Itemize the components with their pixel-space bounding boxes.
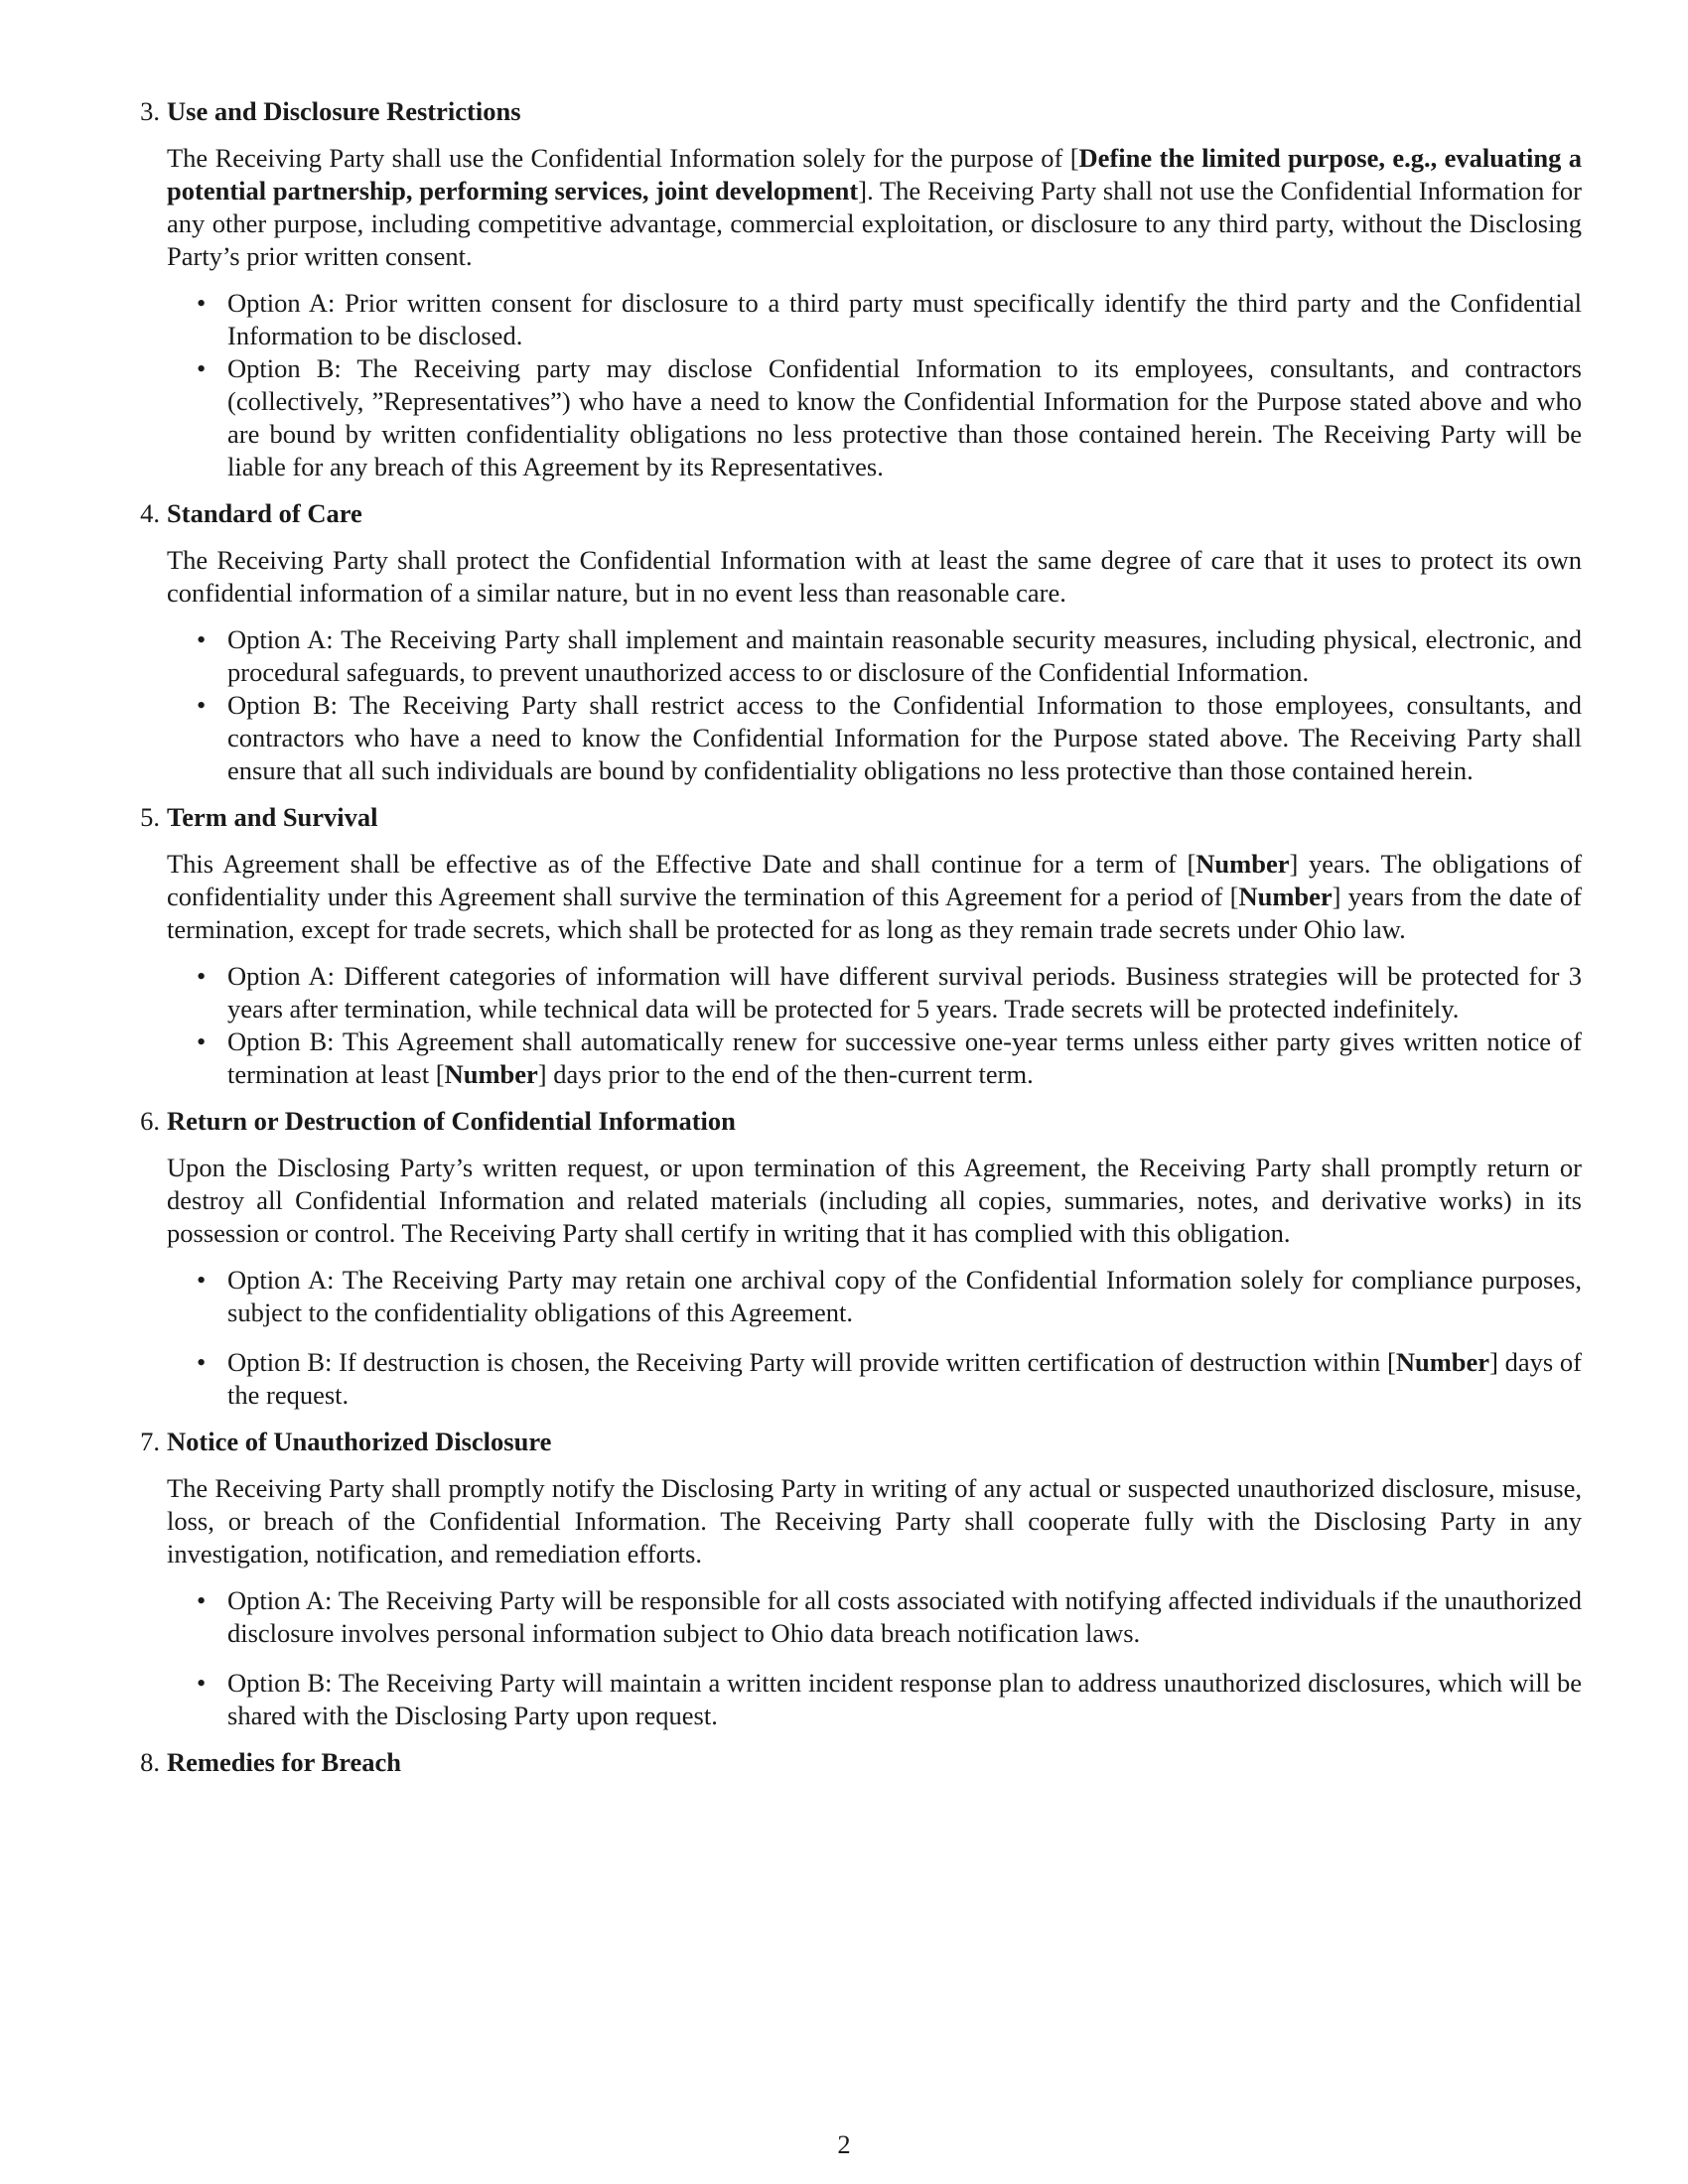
page-number: 2 <box>837 2129 851 2159</box>
option-item: • Option A: Prior written consent for disclosure to a third party must specifically identify the third party and the Confidential Information to be disclosed. <box>197 288 1582 350</box>
option-item: • Option B: The Receiving party may disclose Confidential Information to its employees, consultants, and contractors (collectively, ”Representatives”) who have a need to know the Confidential Information for the Purpose stated above and who are bound by written confidentiality obligations no less protective than those contained herein. The Receiving Party will be liable for any breach of this Agreement by its Representatives. <box>197 353 1582 481</box>
section-heading <box>140 95 1582 128</box>
section-number: 7. <box>140 1427 160 1456</box>
option-item: • Option B: The Receiving Party shall restrict access to the Confidential Information to those employees, consultants, and contractors who have a need to know the Confidential Information for the Purpose stated above. The Receiving Party shall ensure that all such individuals are bound by confidentiality obligations no less protective than those contained herein. <box>197 690 1582 785</box>
section-paragraph: Upon the Disclosing Party’s written request, or upon termination of this Agreement, the Receiving Party shall promptly return or destroy all Confidential Information and related materials (including all copies, summaries, notes, and derivative works) in its possession or control. The Receiving Party shall certify in writing that it has complied with this obligation. <box>167 1153 1582 1248</box>
section-paragraph: This Agreement shall be effective as of the Effective Date and shall continue for a term of [Number] years. The obligations of confidentiality under this Agreement shall survive the termination of this Agreement for a period of [Number] years from the date of termination, except for trade secrets, which shall be protected for as long as they remain trade secrets under Ohio law. <box>167 849 1582 944</box>
option-item: • Option A: Different categories of information will have different survival periods. Business strategies will be protected for 3 years after termination, while technical data will be protected for 5 years. Trade secrets will be protected indefinitely. <box>197 961 1582 1024</box>
section-title: Term and Survival <box>167 802 378 832</box>
bullet-icon: • <box>197 1585 207 1615</box>
section-8 <box>140 1746 1582 1779</box>
section-title: Use and Disclosure Restrictions <box>167 96 521 126</box>
section-title: Remedies for Breach <box>167 1747 401 1777</box>
section-7 <box>140 1426 1582 1732</box>
section-number: 5. <box>140 802 160 832</box>
option-item: • Option A: The Receiving Party may retain one archival copy of the Confidential Information solely for compliance purposes, subject to the confidentiality obligations of this Agreement. <box>197 1265 1582 1327</box>
bullet-icon: • <box>197 1347 207 1377</box>
section-5 <box>140 801 1582 1091</box>
bullet-icon: • <box>197 1265 207 1295</box>
section-number: 8. <box>140 1747 160 1777</box>
option-item: • Option A: The Receiving Party shall implement and maintain reasonable security measures, including physical, electronic, and procedural safeguards, to prevent unauthorized access to or disclosure of the Confidential Information. <box>197 624 1582 687</box>
placeholder-number: Number <box>1395 1347 1490 1377</box>
section-6 <box>140 1105 1582 1412</box>
options-list <box>167 1584 1582 1732</box>
placeholder-purpose: Define the limited purpose, e.g., evaluating a potential partnership, performing services, joint development <box>167 143 1583 205</box>
bullet-icon: • <box>197 288 207 318</box>
section-title: Standard of Care <box>167 498 362 528</box>
section-number: 6. <box>140 1106 160 1136</box>
section-3 <box>140 95 1583 483</box>
section-heading <box>140 801 1582 834</box>
options-list <box>167 287 1582 483</box>
bullet-icon: • <box>197 690 207 720</box>
placeholder-number: Number <box>1238 882 1333 911</box>
section-heading <box>140 1105 1582 1138</box>
options-list <box>167 1264 1582 1412</box>
bullet-icon: • <box>197 1026 207 1056</box>
section-paragraph: The Receiving Party shall use the Confidential Information solely for the purpose of [Define the limited purpose, e.g., evaluating a potential partnership, performing services, joint development]. The Receiving Party shall not use the Confidential Information for any other purpose, including competitive advantage, commercial exploitation, or disclosure to any third party, without the Disclosing Party’s prior written consent. <box>167 143 1583 271</box>
section-number: 3. <box>140 96 160 126</box>
options-list <box>167 960 1582 1091</box>
option-item: • Option B: The Receiving Party will maintain a written incident response plan to address unauthorized disclosures, which will be shared with the Disclosing Party upon request. <box>197 1668 1582 1730</box>
option-item: • Option A: The Receiving Party will be responsible for all costs associated with notifying affected individuals if the unauthorized disclosure involves personal information subject to Ohio data breach notification laws. <box>197 1585 1582 1648</box>
section-heading <box>140 497 1582 530</box>
placeholder-number: Number <box>444 1059 538 1089</box>
section-number: 4. <box>140 498 160 528</box>
section-paragraph: The Receiving Party shall promptly notify the Disclosing Party in writing of any actual or suspected unauthorized disclosure, misuse, loss, or breach of the Confidential Information. The Receiving Party shall cooperate fully with the Disclosing Party in any investigation, notification, and remediation efforts. <box>167 1473 1582 1569</box>
bullet-icon: • <box>197 624 207 654</box>
options-list <box>167 623 1582 787</box>
section-paragraph: The Receiving Party shall protect the Confidential Information with at least the same degree of care that it uses to protect its own confidential information of a similar nature, but in no event less than reasonable care. <box>167 545 1582 608</box>
option-item: • Option B: If destruction is chosen, the Receiving Party will provide written certification of destruction within [Number] days of the request. <box>197 1347 1582 1410</box>
placeholder-number: Number <box>1196 849 1290 879</box>
section-title: Return or Destruction of Confidential Information <box>167 1106 736 1136</box>
bullet-icon: • <box>197 961 207 991</box>
bullet-icon: • <box>197 1668 207 1698</box>
document-body <box>140 95 1583 1793</box>
section-heading <box>140 1746 1582 1779</box>
section-title: Notice of Unauthorized Disclosure <box>167 1427 552 1456</box>
section-heading <box>140 1426 1582 1458</box>
option-item: • Option B: This Agreement shall automatically renew for successive one-year terms unless either party gives written notice of termination at least [Number] days prior to the end of the then-current term. <box>197 1026 1582 1089</box>
section-4 <box>140 497 1582 787</box>
bullet-icon: • <box>197 353 207 383</box>
